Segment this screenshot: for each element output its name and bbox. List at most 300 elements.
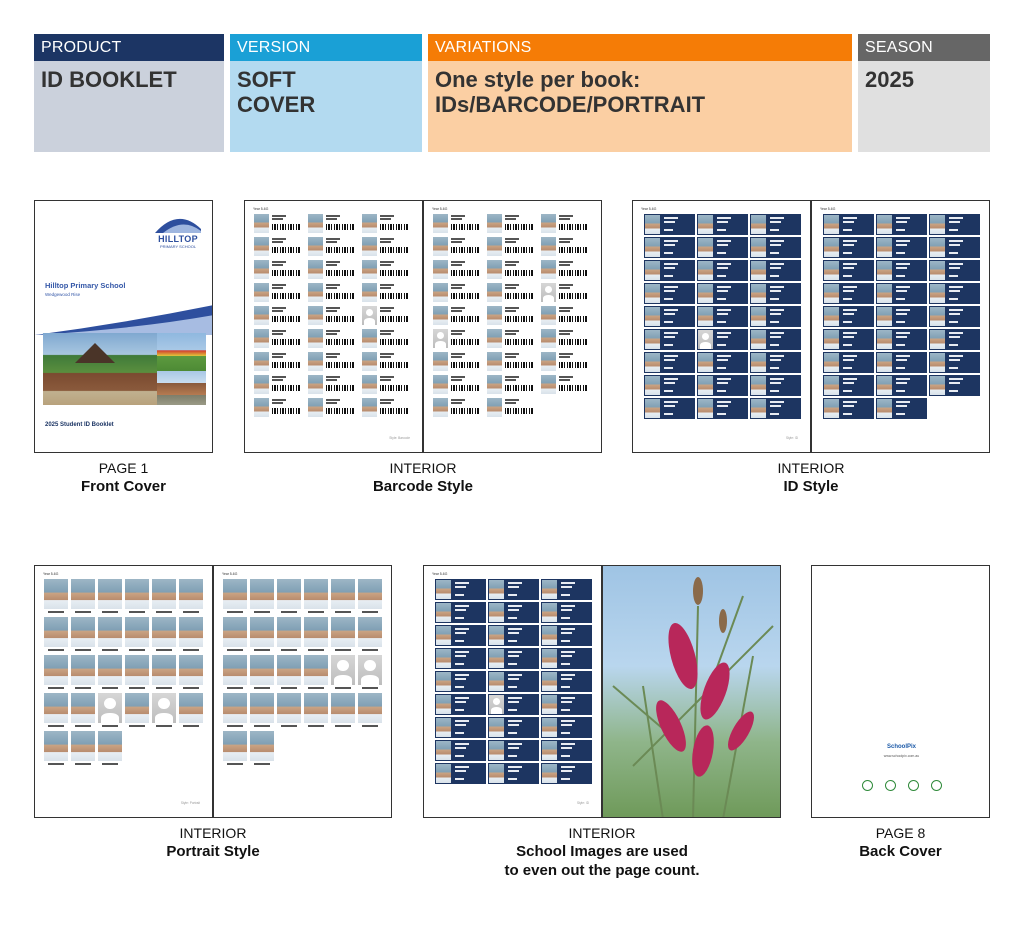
student-photo — [436, 718, 451, 737]
student-photo — [541, 237, 556, 256]
student-caption-line — [129, 725, 145, 727]
variations-value-line1: One style per book: — [435, 67, 641, 92]
student-photo — [308, 283, 323, 302]
cover-building-photo — [157, 371, 206, 405]
student-name-line — [559, 261, 573, 263]
variations-value — [428, 61, 852, 152]
student-caption-line — [335, 687, 351, 689]
student-name-line — [455, 609, 466, 611]
student-name-line — [326, 402, 337, 404]
student-portrait — [250, 617, 274, 647]
student-name-line — [451, 333, 462, 335]
student-portrait — [179, 693, 203, 723]
student-portrait — [358, 579, 382, 609]
student-name-line — [380, 215, 394, 217]
student-name-line — [717, 309, 731, 311]
student-class-line — [717, 390, 726, 392]
version-value-line1: SOFT — [237, 67, 296, 92]
caption-portrait-line1: INTERIOR — [179, 825, 247, 841]
student-name-line — [508, 766, 522, 768]
student-name-line — [326, 356, 337, 358]
student-name-line — [664, 286, 678, 288]
barcode-right-class-label: Year 5-6G — [432, 207, 448, 211]
student-class-line — [949, 367, 958, 369]
student-name-line — [505, 379, 516, 381]
student-class-line — [949, 298, 958, 300]
student-photo — [487, 306, 502, 325]
student-name-line — [508, 678, 519, 680]
variations-label: VARIATIONS — [428, 34, 852, 61]
caption-portrait — [34, 824, 392, 861]
student-name-line — [559, 218, 570, 220]
student-name-line — [380, 353, 394, 355]
logo-line2: PRIMARY SCHOOL — [159, 244, 197, 249]
season-label: SEASON — [858, 34, 990, 61]
recycle-icon — [862, 780, 873, 791]
student-photo — [487, 352, 502, 371]
student-photo — [362, 306, 377, 325]
student-barcode — [272, 316, 300, 322]
student-name-line — [451, 241, 462, 243]
caption-id-line2: ID Style — [783, 478, 839, 495]
student-caption-line — [281, 725, 297, 727]
student-name-line — [843, 332, 857, 334]
student-photo — [877, 307, 892, 326]
student-barcode — [505, 385, 533, 391]
student-name-line — [505, 241, 516, 243]
student-name-line — [896, 267, 907, 269]
student-name-line — [664, 244, 675, 246]
student-photo — [433, 237, 448, 256]
back-cover-url: www.schoolpix.com.au — [883, 754, 920, 758]
student-photo — [433, 306, 448, 325]
student-photo — [824, 238, 839, 257]
student-name-line — [949, 313, 960, 315]
student-name-line — [508, 586, 519, 588]
student-photo — [436, 649, 451, 668]
student-class-line — [717, 229, 726, 231]
student-portrait — [71, 693, 95, 723]
student-caption-line — [183, 611, 199, 613]
student-name-line — [664, 355, 678, 357]
student-name-line — [272, 353, 286, 355]
student-photo — [824, 376, 839, 395]
student-barcode — [272, 270, 300, 276]
student-name-line — [717, 382, 728, 384]
student-name-line — [896, 263, 910, 265]
student-barcode — [272, 293, 300, 299]
student-photo — [433, 283, 448, 302]
student-barcode — [272, 339, 300, 345]
student-barcode — [326, 385, 354, 391]
student-name-line — [272, 333, 283, 335]
variations-value-line2: IDs/BARCODE/PORTRAIT — [435, 92, 706, 117]
student-class-line — [843, 344, 852, 346]
student-class-line — [843, 298, 852, 300]
logo-text — [151, 234, 205, 249]
student-caption-line — [48, 611, 64, 613]
student-name-line — [843, 267, 854, 269]
portrait-footer: Style: Portrait — [180, 801, 200, 805]
student-name-line — [451, 353, 465, 355]
student-name-line — [272, 261, 286, 263]
student-class-line — [455, 755, 464, 757]
student-name-line — [664, 378, 678, 380]
student-name-line — [843, 240, 857, 242]
portrait-left-class-label: Year 5-6G — [43, 572, 59, 576]
student-portrait — [125, 579, 149, 609]
student-name-line — [949, 240, 963, 242]
student-name-line — [843, 221, 854, 223]
student-photo — [436, 695, 451, 714]
student-photo — [751, 284, 766, 303]
version-value-line2: COVER — [237, 92, 316, 117]
student-caption-line — [183, 687, 199, 689]
student-name-line — [326, 379, 337, 381]
student-photo — [489, 764, 504, 783]
student-barcode — [505, 270, 533, 276]
student-photo — [541, 352, 556, 371]
student-name-line — [380, 241, 391, 243]
student-barcode — [326, 270, 354, 276]
student-name-line — [561, 609, 572, 611]
student-class-line — [770, 367, 779, 369]
student-photo — [254, 306, 269, 325]
student-name-line — [380, 238, 394, 240]
student-class-line — [717, 321, 726, 323]
student-name-line — [505, 330, 519, 332]
student-portrait — [304, 579, 328, 609]
student-name-line — [451, 399, 465, 401]
student-barcode — [559, 385, 587, 391]
student-caption-line — [102, 611, 118, 613]
student-caption-line — [254, 725, 270, 727]
student-name-line — [561, 655, 572, 657]
student-class-line — [508, 755, 517, 757]
student-name-line — [664, 336, 675, 338]
student-photo — [433, 214, 448, 233]
student-name-line — [896, 244, 907, 246]
student-photo — [433, 375, 448, 394]
student-photo — [541, 260, 556, 279]
student-portrait — [277, 617, 301, 647]
student-class-line — [455, 663, 464, 665]
student-name-line — [508, 674, 522, 676]
student-photo — [930, 353, 945, 372]
student-photo — [487, 237, 502, 256]
student-name-line — [272, 238, 286, 240]
student-name-line — [508, 651, 522, 653]
student-class-line — [896, 367, 905, 369]
student-caption-line — [48, 725, 64, 727]
student-name-line — [455, 747, 466, 749]
certification-icons — [862, 780, 942, 792]
student-name-line — [561, 632, 572, 634]
student-photo — [542, 649, 557, 668]
student-name-line — [326, 241, 337, 243]
student-caption-line — [75, 687, 91, 689]
student-name-line — [451, 284, 465, 286]
student-name-line — [508, 747, 519, 749]
student-name-line — [843, 355, 857, 357]
student-name-line — [380, 402, 391, 404]
student-photo — [362, 283, 377, 302]
student-class-line — [896, 321, 905, 323]
student-class-line — [664, 321, 673, 323]
student-photo — [362, 214, 377, 233]
student-name-line — [843, 290, 854, 292]
student-name-line — [451, 215, 465, 217]
student-portrait — [358, 655, 382, 685]
student-caption-line — [362, 687, 378, 689]
student-name-line — [505, 287, 516, 289]
student-name-line — [664, 217, 678, 219]
student-name-line — [508, 701, 519, 703]
student-caption-line — [308, 725, 324, 727]
student-name-line — [717, 336, 728, 338]
student-name-line — [505, 353, 519, 355]
student-caption-line — [75, 763, 91, 765]
student-name-line — [896, 378, 910, 380]
student-name-line — [559, 284, 573, 286]
student-name-line — [843, 405, 854, 407]
student-name-line — [326, 307, 340, 309]
student-name-line — [272, 284, 286, 286]
school-logo-icon — [153, 213, 203, 235]
student-photo — [698, 284, 713, 303]
student-name-line — [505, 238, 519, 240]
id-footer: Style: ID — [785, 436, 798, 440]
student-class-line — [896, 413, 905, 415]
student-caption-line — [48, 687, 64, 689]
student-photo — [645, 284, 660, 303]
student-photo — [541, 214, 556, 233]
student-barcode — [272, 224, 300, 230]
student-photo — [645, 353, 660, 372]
student-name-line — [664, 221, 675, 223]
student-name-line — [949, 359, 960, 361]
id-right-class-label: Year 5-6G — [820, 207, 836, 211]
student-class-line — [561, 778, 570, 780]
student-barcode — [380, 316, 408, 322]
student-name-line — [561, 743, 575, 745]
student-name-line — [664, 401, 678, 403]
student-caption-line — [102, 649, 118, 651]
student-photo — [487, 214, 502, 233]
student-class-line — [896, 298, 905, 300]
student-name-line — [717, 355, 731, 357]
student-photo — [877, 353, 892, 372]
student-name-line — [326, 399, 340, 401]
season-value: 2025 — [858, 61, 990, 152]
student-class-line — [664, 413, 673, 415]
student-name-line — [770, 290, 781, 292]
student-caption-line — [254, 611, 270, 613]
student-name-line — [451, 238, 465, 240]
student-portrait — [223, 731, 247, 761]
student-name-line — [380, 310, 391, 312]
student-name-line — [843, 336, 854, 338]
student-photo — [824, 261, 839, 280]
student-photo — [824, 307, 839, 326]
student-name-line — [561, 674, 575, 676]
student-name-line — [770, 267, 781, 269]
student-name-line — [770, 217, 784, 219]
student-name-line — [505, 307, 519, 309]
student-barcode — [451, 293, 479, 299]
student-barcode — [559, 270, 587, 276]
student-barcode — [326, 247, 354, 253]
student-class-line — [455, 617, 464, 619]
student-name-line — [770, 405, 781, 407]
student-name-line — [896, 336, 907, 338]
student-photo — [645, 376, 660, 395]
cover-suburb: Wedgewood Rise — [45, 292, 81, 297]
student-name-line — [770, 221, 781, 223]
student-photo — [698, 261, 713, 280]
student-photo — [308, 375, 323, 394]
student-name-line — [561, 724, 572, 726]
student-portrait — [71, 655, 95, 685]
caption-back-cover — [811, 824, 990, 861]
student-portrait — [44, 693, 68, 723]
student-photo — [541, 306, 556, 325]
student-caption-line — [75, 725, 91, 727]
cover-wave-graphic — [35, 305, 213, 335]
portrait-page-left — [34, 565, 213, 818]
student-photo — [930, 307, 945, 326]
caption-front-cover — [34, 459, 213, 496]
student-name-line — [949, 267, 960, 269]
student-name-line — [949, 378, 963, 380]
student-name-line — [505, 261, 519, 263]
student-barcode — [451, 224, 479, 230]
student-photo — [254, 352, 269, 371]
student-caption-line — [254, 687, 270, 689]
student-name-line — [505, 399, 519, 401]
student-barcode — [326, 362, 354, 368]
student-caption-line — [227, 725, 243, 727]
student-name-line — [949, 244, 960, 246]
student-name-line — [664, 263, 678, 265]
student-name-line — [949, 263, 963, 265]
student-class-line — [949, 321, 958, 323]
student-portrait — [125, 655, 149, 685]
student-class-line — [561, 686, 570, 688]
student-barcode — [505, 408, 533, 414]
student-photo — [487, 398, 502, 417]
student-name-line — [380, 376, 394, 378]
student-photo — [254, 398, 269, 417]
student-caption-line — [281, 611, 297, 613]
back-cover-page — [811, 565, 990, 818]
student-name-line — [896, 382, 907, 384]
student-name-line — [896, 240, 910, 242]
student-name-line — [455, 651, 469, 653]
student-photo — [877, 330, 892, 349]
student-name-line — [664, 359, 675, 361]
student-photo — [254, 329, 269, 348]
student-class-line — [455, 709, 464, 711]
student-name-line — [559, 241, 570, 243]
student-name-line — [717, 405, 728, 407]
student-photo — [489, 718, 504, 737]
student-caption-line — [362, 725, 378, 727]
student-photo — [824, 399, 839, 418]
student-name-line — [770, 286, 784, 288]
student-name-line — [326, 284, 340, 286]
student-barcode — [272, 408, 300, 414]
student-barcode — [451, 362, 479, 368]
student-barcode — [559, 362, 587, 368]
student-photo — [930, 238, 945, 257]
student-name-line — [896, 355, 910, 357]
student-class-line — [717, 298, 726, 300]
student-class-line — [770, 321, 779, 323]
student-portrait — [250, 731, 274, 761]
student-name-line — [508, 697, 522, 699]
barcode-footer: Style: Barcode — [389, 436, 410, 440]
student-photo — [436, 626, 451, 645]
student-name-line — [272, 218, 283, 220]
student-barcode — [272, 362, 300, 368]
student-name-line — [896, 217, 910, 219]
student-portrait — [331, 617, 355, 647]
caption-id-line1: INTERIOR — [777, 460, 845, 476]
student-portrait — [358, 617, 382, 647]
student-class-line — [949, 275, 958, 277]
student-portrait — [223, 579, 247, 609]
front-cover-page — [34, 200, 213, 453]
student-name-line — [896, 313, 907, 315]
product-box — [34, 34, 224, 152]
student-name-line — [559, 264, 570, 266]
student-photo — [489, 626, 504, 645]
student-name-line — [561, 701, 572, 703]
student-name-line — [559, 287, 570, 289]
student-photo — [487, 329, 502, 348]
student-name-line — [455, 678, 466, 680]
student-class-line — [770, 229, 779, 231]
student-name-line — [717, 332, 731, 334]
student-portrait — [98, 617, 122, 647]
student-caption-line — [156, 687, 172, 689]
student-class-line — [770, 252, 779, 254]
student-name-line — [326, 215, 340, 217]
student-portrait — [331, 693, 355, 723]
student-photo — [645, 261, 660, 280]
student-photo — [930, 376, 945, 395]
student-class-line — [561, 663, 570, 665]
student-name-line — [559, 310, 570, 312]
student-name-line — [272, 307, 286, 309]
student-photo — [254, 214, 269, 233]
student-name-line — [559, 330, 573, 332]
caption-barcode — [244, 459, 602, 496]
student-photo — [308, 352, 323, 371]
student-photo — [433, 329, 448, 348]
student-barcode — [326, 408, 354, 414]
student-barcode — [380, 224, 408, 230]
student-name-line — [508, 770, 519, 772]
caption-school-images-line2: School Images are used — [516, 843, 688, 860]
student-name-line — [896, 405, 907, 407]
student-name-line — [380, 284, 394, 286]
caption-school-images — [423, 824, 781, 880]
student-name-line — [505, 376, 519, 378]
student-name-line — [843, 217, 857, 219]
student-name-line — [505, 264, 516, 266]
